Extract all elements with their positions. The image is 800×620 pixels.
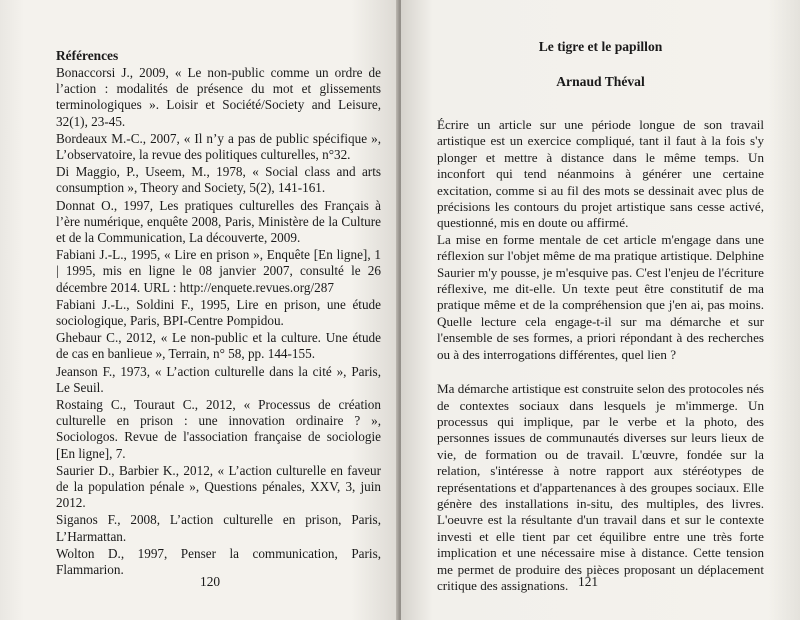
body-paragraph: Ma démarche artistique est construite selon des protocoles nés de contextes sociaux dans lesquels je m'immerge. Un processus qui implique, par le verbe et la photo, des personnes issues de communautés diverses sur leurs lieux de vie, de formation ou de travail. L'œuvre, fondée sur la relation, s'intéresse à notre rapport aux stéréotypes de représentations et d'appartenances à des groupes sociaux. Elle génère des installations in-situ, des multiples, des livres. L'oeuvre est la résultante d'un travail dans et sur le contexte investi et elle tient par cet équilibre entre une très forte implication et une nécessaire mise à distance. Cette tension me permet de produire des pièces proposant un déplacement critique des assignations. bbox=[437, 381, 764, 593]
reference-item: Di Maggio, P., Useem, M., 1978, « Social class and arts consumption », Theory and Society, 5(2), 141-161. bbox=[56, 164, 381, 196]
body-paragraph: La mise en forme mentale de cet article m'engage dans une réflexion sur l'objet même de ma pratique artistique. Delphine Saurier m'y pousse, je m'esquive pas. C'est l'enjeu de l'écriture réflexive, me dit-elle. Un texte peut être constitutif de ma pratique même et de la compréhension que j'en ai, pas moins. Quelle lecture cela engage-t-il sur ma démarche et sur l'ensemble de ses formes, a priori répondant à des recherches ou à des interrogations différentes, quel lien ? bbox=[437, 231, 764, 362]
page-number-left: 120 bbox=[200, 574, 221, 589]
reference-item: Siganos F., 2008, L’action culturelle en prison, Paris, L’Harmattan. bbox=[56, 512, 381, 544]
reference-item: Fabiani J.-L., 1995, « Lire en prison », Enquête [En ligne], 1 | 1995, mis en ligne le 08 janvier 2007, consulté le 26 décembre 2014. URL : http://enquete.revues.org/287 bbox=[56, 247, 381, 295]
reference-item: Bonaccorsi J., 2009, « Le non-public comme un ordre de l’action : modalités de présence du mot et glissements terminologiques ». Loisir et Société/Society and Leisure, 32(1), 23-45. bbox=[56, 65, 381, 129]
reference-item: Ghebaur C., 2012, « Le non-public et la culture. Une étude de cas en banlieue », Terrain, n° 58, pp. 144-155. bbox=[56, 330, 381, 362]
reference-item: Wolton D., 1997, Penser la communication, Paris, Flammarion. bbox=[56, 545, 381, 578]
article-author: Arnaud Théval bbox=[556, 74, 645, 89]
body-paragraph: Écrire un article sur une période longue de son travail artistique est un exercice compliqué, tant il faut à la fois s'y plonger et mettre à distance dans le même temps. Un inconfort qui tend néanmoins à générer une certaine excitation, comme si au fil des mots se dessinait avec plus de précisions les contours du projet artistique sans cesse activé, questionné, mis en doute ou affirmé. bbox=[437, 117, 764, 231]
reference-item: Donnat O., 1997, Les pratiques culturelles des Français à l’ère numérique, enquête 2008, Paris, Ministère de la Culture et de la Communication, La découverte, 2009. bbox=[56, 197, 381, 246]
reference-item: Bordeaux M.-C., 2007, « Il n’y a pas de public spécifique », L’observatoire, la revue des politiques culturelles, n°32. bbox=[56, 130, 381, 163]
reference-item: Saurier D., Barbier K., 2012, « L’action culturelle en faveur de la population pénale », Questions pénales, XXV, 3, juin 2012. bbox=[56, 462, 381, 511]
reference-item: Jeanson F., 1973, « L’action culturelle dans la cité », Paris, Le Seuil. bbox=[56, 363, 381, 395]
references-list bbox=[56, 65, 381, 578]
page-number-right: 121 bbox=[578, 574, 599, 589]
references-heading: Références bbox=[56, 48, 119, 63]
article-body bbox=[437, 117, 764, 594]
right-page bbox=[401, 0, 800, 620]
reference-item: Fabiani J.-L., Soldini F., 1995, Lire en prison, une étude sociologique, Paris, BPI-Centre Pompidou. bbox=[56, 296, 381, 329]
reference-item: Rostaing C., Touraut C., 2012, « Processus de création culturelle en prison : une innovation ordinaire ? », Sociologos. Revue de l'association française de sociologie [En ligne], 7. bbox=[56, 397, 381, 461]
article-title: Le tigre et le papillon bbox=[538, 39, 663, 54]
left-page bbox=[0, 0, 399, 620]
